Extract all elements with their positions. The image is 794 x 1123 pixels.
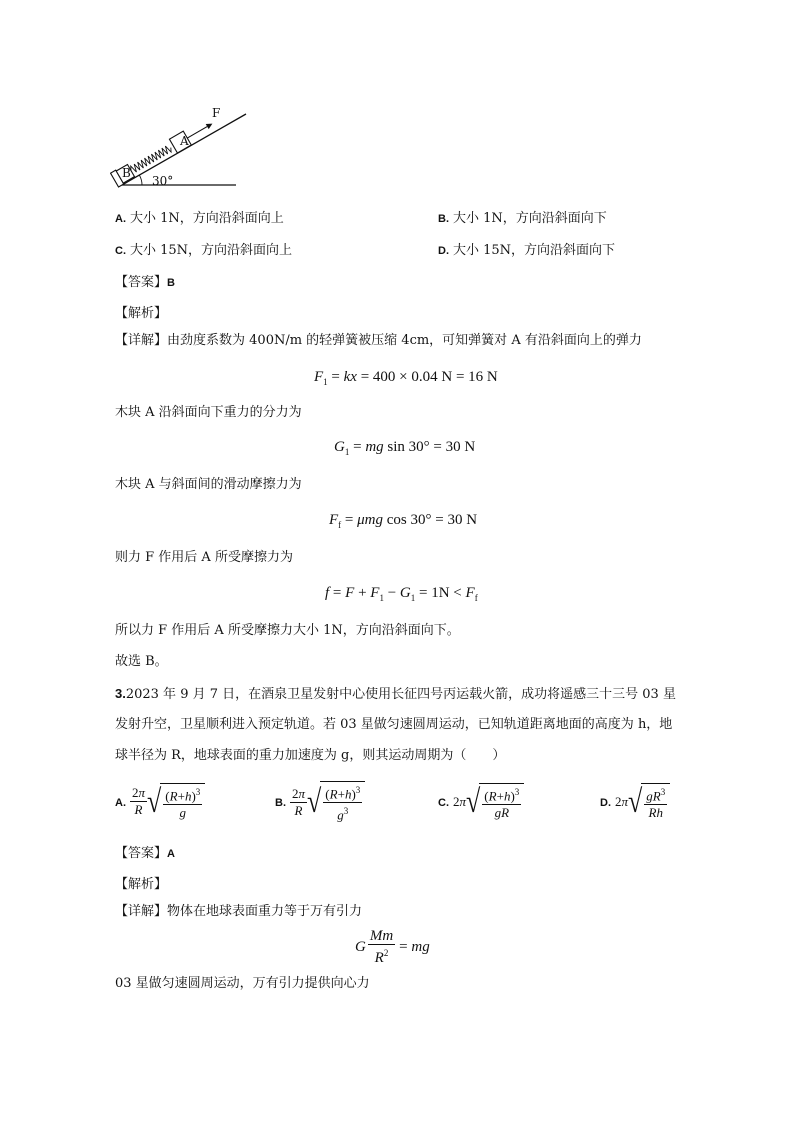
q3-option-a: A. $\frac{2\pi}{R}$ √ $\frac{(R+h)^3}{g}$: [115, 780, 205, 824]
q2-line5: 所以力 F 作用后 A 所受摩擦力大小 1N，方向沿斜面向下。: [115, 623, 460, 638]
q3-line-last: 03 星做匀速圆周运动，万有引力提供向心力: [115, 976, 370, 991]
q2-option-a: A. 大小 1N，方向沿斜面向上: [115, 211, 284, 226]
label-b: B: [122, 166, 131, 180]
q3-option-c: C. 2 π √ $\frac{(R+h)^3}{gR}$: [438, 780, 524, 824]
q2-option-c: C. 大小 15N，方向沿斜面向上: [115, 243, 293, 258]
q3-option-b: B. $\frac{2\pi}{R}$ √ $\frac{(R+h)^3}{g^3}$: [275, 780, 365, 824]
q2-eq2: $G_1$ = mg sin 30° = 30 N: [334, 439, 476, 457]
q2-line3: 木块 A 与斜面间的滑动摩擦力为: [115, 477, 302, 492]
q2-line2: 木块 A 沿斜面向下重力的分力为: [115, 405, 302, 420]
q3-stem-line3: 球半径为 R，地球表面的重力加速度为 g，则其运动周期为（ ）: [115, 748, 506, 763]
q3-eq1: G $\frac{Mm}{R^2}$ = mg: [355, 928, 430, 966]
force-arrow: [187, 127, 207, 139]
q2-option-d: D. 大小 15N，方向沿斜面向下: [438, 243, 616, 258]
q3-analysis-tag: 【解析】: [115, 877, 168, 892]
q2-eq1: $F_1$ = kx = 400 × 0.04 N = 16 N: [314, 369, 498, 387]
label-f: F: [212, 106, 221, 120]
q3-stem-line2: 发射升空，卫星顺利进入预定轨道。若 03 星做匀速圆周运动，已知轨道距离地面的高度为 h，地: [115, 717, 673, 732]
q2-line6: 故选 B。: [115, 654, 168, 669]
q2-eq3: $F_f = \mu mg$ cos 30° = 30 N: [329, 512, 478, 530]
q2-eq4: $f = F + F_1 - G_1 = 1N < F_f$: [325, 585, 478, 603]
q3-stem-line1: 3.2023 年 9 月 7 日，在酒泉卫星发射中心使用长征四号丙运载火箭，成功将遥感三十三号 03 星: [115, 686, 676, 702]
label-a: A: [180, 134, 189, 148]
q3-option-d: D. 2 π √ $\frac{gR^3}{Rh}$: [600, 780, 670, 824]
q2-line4: 则力 F 作用后 A 所受摩擦力为: [115, 550, 293, 565]
angle-label: 30°: [152, 174, 174, 188]
q3-detail: 【详解】物体在地球表面重力等于万有引力: [115, 904, 363, 919]
q2-analysis-tag: 【解析】: [115, 306, 168, 321]
q3-answer: 【答案】A: [115, 846, 175, 861]
q2-detail: 【详解】由劲度系数为 400N/m 的轻弹簧被压缩 4cm，可知弹簧对 A 有沿斜面向上的弹力: [115, 333, 642, 348]
q2-answer: 【答案】B: [115, 275, 175, 290]
q2-option-b: B. 大小 1N，方向沿斜面向下: [438, 211, 607, 226]
